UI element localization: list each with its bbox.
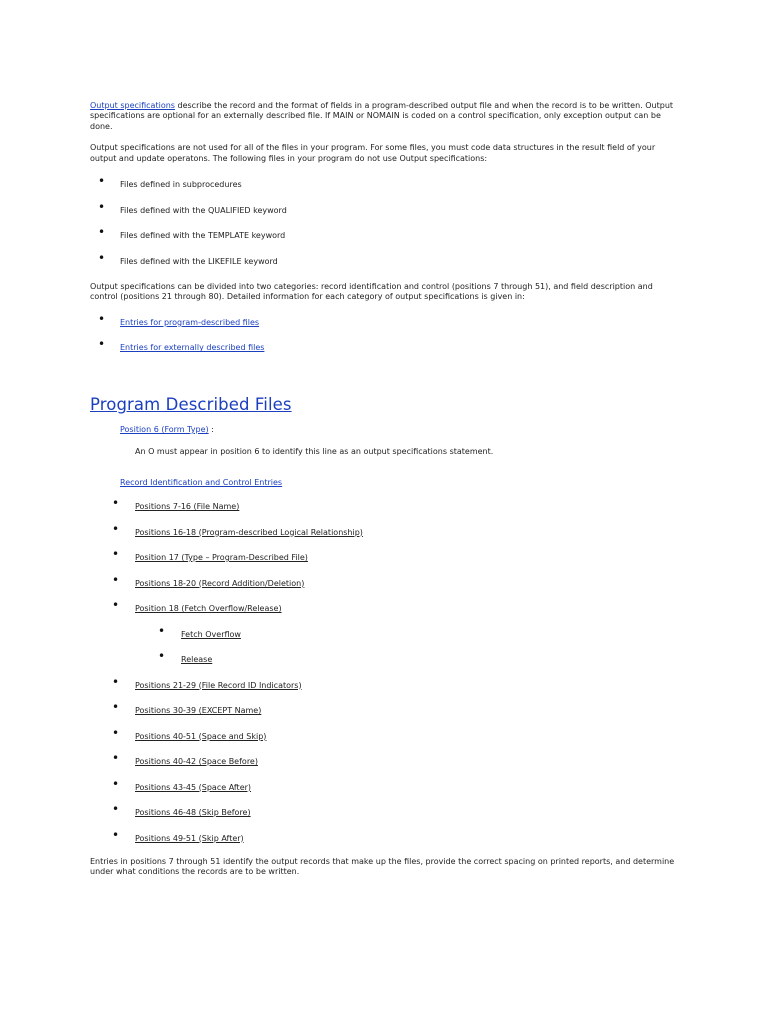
- list-item: [90, 318, 680, 344]
- list-item: • Files defined with the TEMPLATE keyword: [90, 231, 680, 257]
- entry-link[interactable]: Position 17 (Type – Program-Described File): [135, 553, 308, 562]
- entry-link[interactable]: Positions 21-29 (File Record ID Indicators): [135, 680, 302, 690]
- list-item: [90, 834, 690, 860]
- nested-list-item: [90, 655, 690, 681]
- intro-paragraph: [90, 101, 680, 132]
- list-item: [90, 783, 690, 809]
- document-body: [90, 101, 680, 877]
- ric-link[interactable]: Record Identification and Control Entries: [120, 478, 283, 487]
- list-item: [90, 528, 690, 554]
- not-used-list: [90, 180, 680, 282]
- position6-link[interactable]: Position 6 (Form Type): [120, 425, 209, 434]
- position6-colon: :: [208, 425, 214, 434]
- list-item: [90, 732, 690, 758]
- ric-line: [120, 478, 282, 488]
- program-described-files-link[interactable]: Entries for program-described files: [120, 317, 260, 327]
- list-item: [90, 604, 690, 630]
- entry-link[interactable]: Positions 30-39 (EXCEPT Name): [135, 706, 262, 715]
- entry-link[interactable]: Release: [181, 655, 213, 664]
- entry-link[interactable]: Positions 49-51 (Skip After): [135, 833, 244, 843]
- list-item: [90, 757, 690, 783]
- entry-link[interactable]: Positions 18-20 (Record Addition/Deletion): [135, 578, 305, 588]
- entry-link[interactable]: Positions 7-16 (File Name): [135, 502, 240, 511]
- section-title[interactable]: Program Described Files: [90, 395, 292, 414]
- list-item: [90, 343, 680, 369]
- list-item: • Files defined with the LIKEFILE keyword: [90, 257, 680, 283]
- entry-link[interactable]: Fetch Overflow: [181, 629, 241, 639]
- list-item: [90, 553, 690, 579]
- list-item: [90, 579, 690, 605]
- list-item: [90, 706, 690, 732]
- position6-description: An O must appear in position 6 to identify this line as an output specifications statement.: [135, 447, 494, 456]
- category-links-list: [90, 318, 680, 369]
- entry-link[interactable]: Positions 16-18 (Program-described Logical Relationship): [135, 527, 363, 537]
- entry-link[interactable]: Positions 43-45 (Space After): [135, 782, 252, 792]
- intro-text: describe the record and the format of fields in a program-described output file and when the record is to be written. Output specifications are optional for an externally described file. If MAIN or NOMAIN is coded on a control specification, only exception output can be done.: [90, 101, 674, 131]
- categories-paragraph: Output specifications can be divided into two categories: record identification and control (positions 7 through 51), and field description and control (positions 21 through 80). Detailed information for each category of output specifications is given in:: [90, 282, 653, 302]
- not-used-paragraph: Output specifications are not used for all of the files in your program. For some files, you must code data structures in the result field of your output and update operatons. The following files in your program do not use Output specifications:: [90, 143, 656, 163]
- output-specifications-link[interactable]: Output specifications: [90, 101, 175, 110]
- list-item: [90, 681, 690, 707]
- position6-line: [120, 425, 214, 435]
- list-item: [90, 502, 690, 528]
- entry-link[interactable]: Position 18 (Fetch Overflow/Release): [135, 604, 282, 613]
- list-item: [90, 808, 690, 834]
- entry-link[interactable]: Positions 46-48 (Skip Before): [135, 808, 251, 817]
- closing-paragraph: Entries in positions 7 through 51 identify the output records that make up the files, provide the correct spacing on printed reports, and determine under what conditions the records are to be written.: [90, 857, 675, 877]
- entry-link[interactable]: Positions 40-51 (Space and Skip): [135, 731, 267, 741]
- list-item: • Files defined with the QUALIFIED keyword: [90, 206, 680, 232]
- nested-list-item: [90, 630, 690, 656]
- entries-list: [90, 502, 690, 859]
- entry-link[interactable]: Positions 40-42 (Space Before): [135, 757, 258, 766]
- externally-described-files-link[interactable]: Entries for externally described files: [120, 343, 265, 353]
- list-item: • Files defined in subprocedures: [90, 180, 680, 206]
